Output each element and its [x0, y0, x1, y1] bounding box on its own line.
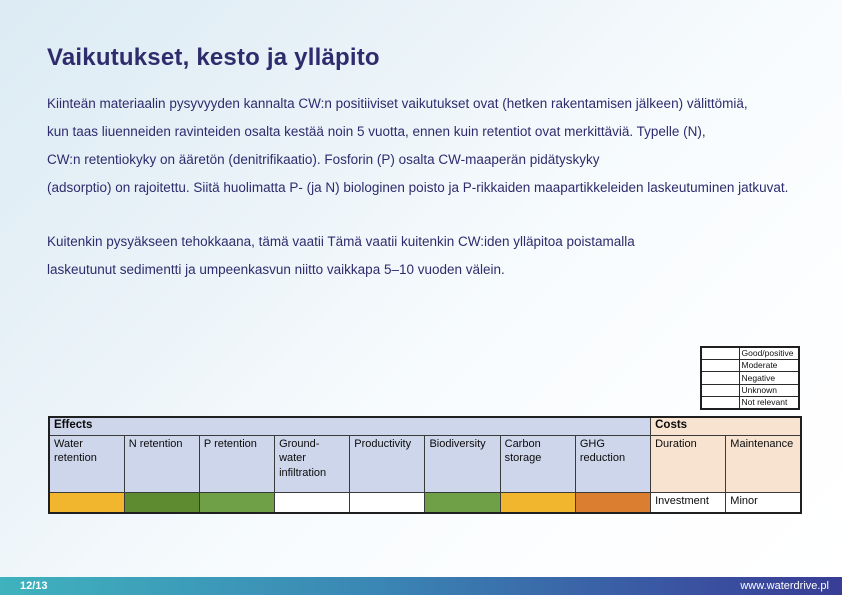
footer-bar: [0, 577, 842, 595]
rating-p-retention: [199, 492, 274, 513]
rating-n-retention: [124, 492, 199, 513]
col-duration: Duration: [651, 435, 726, 492]
col-biodiversity: Biodiversity: [425, 435, 500, 492]
legend-swatch-unknown: [701, 384, 739, 396]
legend-row: [701, 359, 799, 371]
paragraph-retention-effects: [47, 90, 788, 202]
col-productivity: Productivity: [350, 435, 425, 492]
table-column-header-row: [49, 435, 801, 492]
legend-swatch-good: [701, 347, 739, 359]
rating-ghg-reduction: [575, 492, 650, 513]
body-line: Kiinteän materiaalin pysyvyyden kannalta CW:n positiiviset vaikutukset ovat (hetken rakentamisen jälkeen) välittömiä,: [47, 96, 748, 111]
col-maintenance: Maintenance: [726, 435, 801, 492]
col-carbon-storage: Carbon storage: [500, 435, 575, 492]
rating-water-retention: [49, 492, 124, 513]
legend-label: Unknown: [739, 384, 799, 396]
col-water-retention: Water retention: [49, 435, 124, 492]
effects-group-header: Effects: [49, 417, 651, 435]
cost-maintenance-value: Minor: [726, 492, 801, 513]
legend-row: [701, 384, 799, 396]
rating-groundwater-infiltration: [275, 492, 350, 513]
cost-duration-value: Investment: [651, 492, 726, 513]
legend-label: Moderate: [739, 359, 799, 371]
legend-label: Not relevant: [739, 397, 799, 409]
rating-biodiversity: [425, 492, 500, 513]
legend-row: [701, 372, 799, 384]
legend-label: Good/positive: [739, 347, 799, 359]
col-p-retention: P retention: [199, 435, 274, 492]
effects-costs-table: [48, 416, 802, 514]
costs-group-header: Costs: [651, 417, 801, 435]
body-line: CW:n retentiokyky on ääretön (denitrifikaatio). Fosforin (P) osalta CW-maaperän pidätyskyky: [47, 152, 600, 167]
body-line: kun taas liuenneiden ravinteiden osalta kestää noin 5 vuotta, ennen kuin retentiot ovat merkittäviä. Typelle (N),: [47, 124, 706, 139]
col-groundwater-infiltration: Ground-water infiltration: [275, 435, 350, 492]
page-title: Vaikutukset, kesto ja ylläpito: [47, 44, 380, 71]
rating-carbon-storage: [500, 492, 575, 513]
legend-row: [701, 397, 799, 409]
legend-swatch-negative: [701, 372, 739, 384]
legend-swatch-moderate: [701, 359, 739, 371]
page-number: 12/13: [20, 580, 48, 592]
table-rating-row: [49, 492, 801, 513]
table-group-header-row: [49, 417, 801, 435]
col-n-retention: N retention: [124, 435, 199, 492]
legend-swatch-not-relevant: [701, 397, 739, 409]
body-line: Kuitenkin pysyäkseen tehokkaana, tämä vaatii Tämä vaatii kuitenkin CW:iden ylläpitoa poistamalla: [47, 234, 635, 249]
legend-row: [701, 347, 799, 359]
legend-label: Negative: [739, 372, 799, 384]
body-line: laskeutunut sedimentti ja umpeenkasvun niitto vaikkapa 5–10 vuoden välein.: [47, 262, 505, 277]
color-legend: [700, 346, 800, 410]
rating-productivity: [350, 492, 425, 513]
paragraph-maintenance: [47, 228, 635, 284]
col-ghg-reduction: GHG reduction: [575, 435, 650, 492]
website-link[interactable]: www.waterdrive.pl: [740, 580, 829, 592]
body-line: (adsorptio) on rajoitettu. Siitä huolimatta P- (ja N) biologinen poisto ja P-rikkaiden maapartikkeleiden laskeutuminen jatkuvat.: [47, 180, 789, 195]
